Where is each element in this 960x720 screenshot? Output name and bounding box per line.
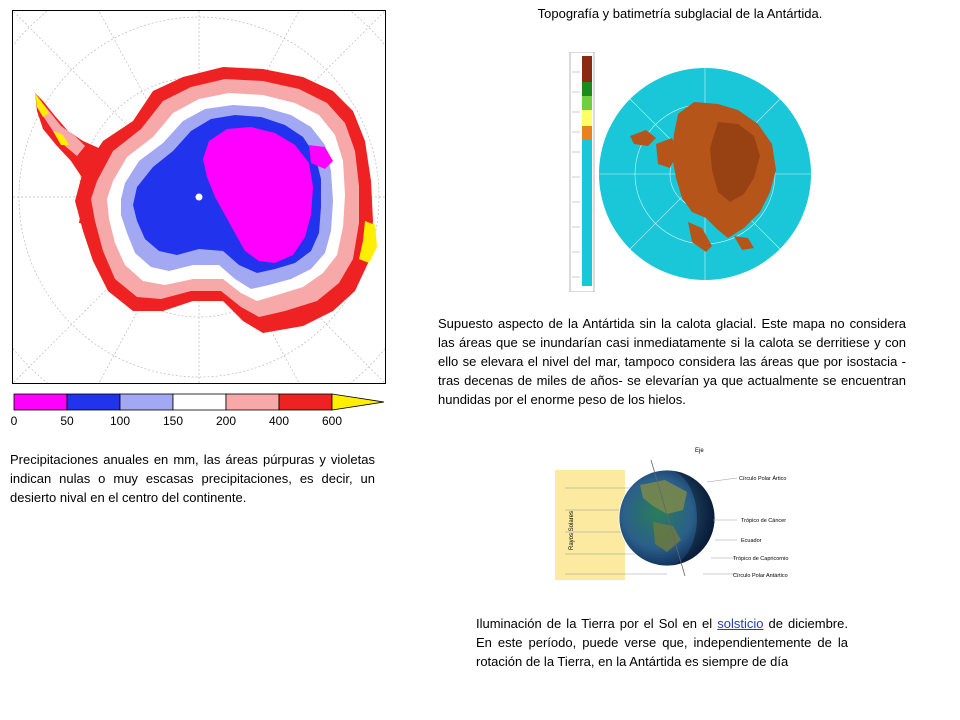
sun-rays-label: Rayos Solares (569, 510, 575, 550)
precipitation-map-graphic (13, 11, 385, 383)
legend-swatch-arrow (332, 394, 384, 410)
legend-label: 0 (10, 414, 18, 428)
earth-illumination-graphic (555, 440, 805, 585)
axis-label: Eje (695, 448, 704, 454)
legend-swatch (279, 394, 332, 410)
legend-swatch (226, 394, 279, 410)
topography-caption: Supuesto aspecto de la Antártida sin la calota glacial. Este mapa no considera las áreas que se inundarían casi inmediatamente si la calota se derritiese y con ello se elevara el nivel del mar, tampoco considera las áreas que por isostacia -tras decenas de miles de años- se elevarían ya que actualmente se encuentran hundidas por el enorme peso de los hielos. (438, 316, 906, 407)
earth-caption-text-1: Iluminación de la Tierra por el Sol en el (476, 616, 718, 631)
earth-caption-text-2: de diciembre. En este período, puede verse que, independientemente de la rotación de la Tierra, en la Antártida es siempre de día (476, 616, 848, 669)
legend-label: 100 (109, 414, 131, 428)
topography-map (568, 52, 814, 292)
legend-label: 150 (162, 414, 184, 428)
legend-swatch (120, 394, 173, 410)
legend-label: 600 (321, 414, 343, 428)
topography-title: Topografía y batimetría subglacial de la Antártida. (537, 6, 823, 21)
solstice-link[interactable]: solsticio (717, 616, 764, 631)
legend-label: 50 (60, 414, 74, 428)
tropic-cancer-label: Trópico de Cáncer (741, 518, 787, 524)
topography-map-graphic (568, 52, 814, 292)
legend-label: 400 (268, 414, 290, 428)
precipitation-legend-bar (12, 392, 388, 412)
precipitation-caption: Precipitaciones anuales en mm, las áreas púrpuras y violetas indican nulas o muy escasas precipitaciones, es decir, un desierto nival en el centro del continente. (10, 452, 375, 505)
legend-label: 200 (215, 414, 237, 428)
arctic-circle-label: Círculo Polar Ártico (739, 476, 787, 482)
precipitation-map (12, 10, 386, 384)
legend-swatch (67, 394, 120, 410)
legend-swatch (14, 394, 67, 410)
earth-caption (476, 614, 848, 671)
equator-label: Ecuador (741, 538, 762, 544)
antarctic-circle-label: Círculo Polar Antártico (733, 573, 788, 579)
legend-swatch (173, 394, 226, 410)
tropic-capricorn-label: Trópico de Capricornio (733, 556, 789, 562)
earth-illumination-figure (555, 440, 805, 585)
